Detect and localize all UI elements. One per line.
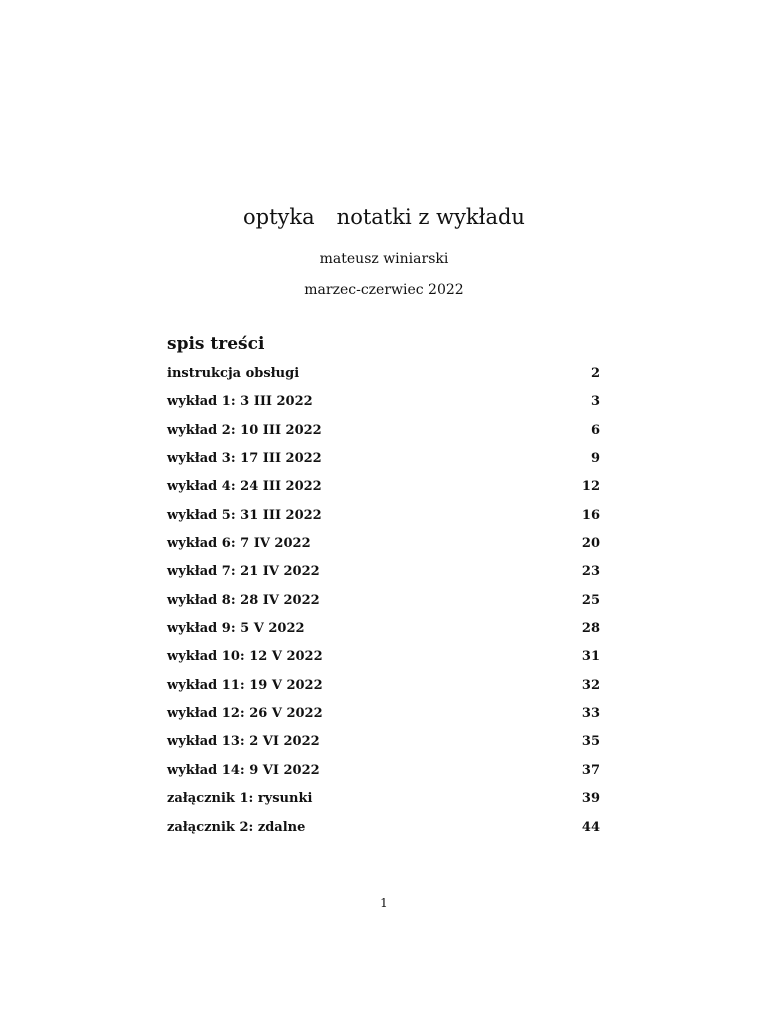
document-title: [0, 205, 768, 229]
toc-entry-label: wykład 3: 17 III 2022: [167, 451, 322, 467]
toc-entry[interactable]: [167, 643, 600, 671]
toc-entry-label: wykład 2: 10 III 2022: [167, 422, 322, 438]
document-date: marzec-czerwiec 2022: [304, 282, 464, 298]
toc-entry[interactable]: [167, 728, 600, 756]
toc-entry[interactable]: [167, 445, 600, 473]
toc-entry-page: 3: [590, 394, 600, 410]
toc-entry-label: wykład 1: 3 III 2022: [167, 394, 313, 410]
toc-entry-page: 23: [581, 564, 600, 580]
toc-entry-page: 28: [581, 621, 600, 637]
toc-entry-page: 12: [581, 479, 600, 495]
toc-entry[interactable]: [167, 615, 600, 643]
title-subtitle: notatki z wykładu: [336, 205, 525, 229]
toc-entry-label: wykład 5: 31 III 2022: [167, 507, 322, 523]
toc-entry[interactable]: [167, 417, 600, 445]
toc-entry[interactable]: [167, 814, 600, 842]
toc-entry[interactable]: [167, 785, 600, 813]
toc-entry-page: 37: [581, 762, 600, 778]
toc-entry[interactable]: [167, 700, 600, 728]
toc-entry[interactable]: [167, 672, 600, 700]
toc-entry-label: wykład 10: 12 V 2022: [167, 649, 323, 665]
toc-entry[interactable]: [167, 502, 600, 530]
toc-entry-label: wykład 7: 21 IV 2022: [167, 564, 320, 580]
toc-entry-page: 39: [581, 791, 600, 807]
document-author: mateusz winiarski: [319, 251, 449, 267]
toc-entry[interactable]: [167, 587, 600, 615]
toc-entry-label: załącznik 2: zdalne: [167, 819, 306, 835]
toc-entry-page: 6: [590, 422, 600, 438]
toc-entry-page: 32: [581, 677, 600, 693]
toc-entry-page: 2: [590, 366, 600, 381]
toc-entry-label: wykład 4: 24 III 2022: [167, 479, 322, 495]
toc-entry-page: 9: [590, 451, 600, 467]
toc-entry-page: 31: [581, 649, 600, 665]
toc-entry[interactable]: [167, 473, 600, 501]
table-of-contents: [167, 360, 600, 842]
toc-heading: spis treści: [167, 334, 265, 354]
toc-entry-label: wykład 11: 19 V 2022: [167, 677, 323, 693]
toc-entry-label: załącznik 1: rysunki: [167, 791, 313, 807]
toc-entry[interactable]: [167, 757, 600, 785]
title-subject: optyka: [243, 205, 315, 229]
toc-entry[interactable]: [167, 558, 600, 586]
toc-entry-page: 35: [581, 734, 600, 750]
toc-entry-label: wykład 14: 9 VI 2022: [167, 762, 320, 778]
toc-entry-label: wykład 13: 2 VI 2022: [167, 734, 320, 750]
toc-entry[interactable]: [167, 530, 600, 558]
toc-entry-label: instrukcja obsługi: [167, 366, 300, 381]
toc-entry[interactable]: [167, 360, 600, 388]
toc-entry-label: wykład 12: 26 V 2022: [167, 706, 323, 722]
toc-entry-page: 25: [581, 592, 600, 608]
toc-entry-page: 16: [581, 507, 600, 523]
toc-entry-label: wykład 8: 28 IV 2022: [167, 592, 320, 608]
toc-entry-page: 33: [581, 706, 600, 722]
toc-entry-page: 44: [581, 819, 600, 835]
toc-entry-page: 20: [581, 536, 600, 552]
toc-entry-label: wykład 9: 5 V 2022: [167, 621, 305, 637]
page-number: 1: [380, 896, 388, 910]
toc-entry[interactable]: [167, 388, 600, 416]
toc-entry-label: wykład 6: 7 IV 2022: [167, 536, 311, 552]
